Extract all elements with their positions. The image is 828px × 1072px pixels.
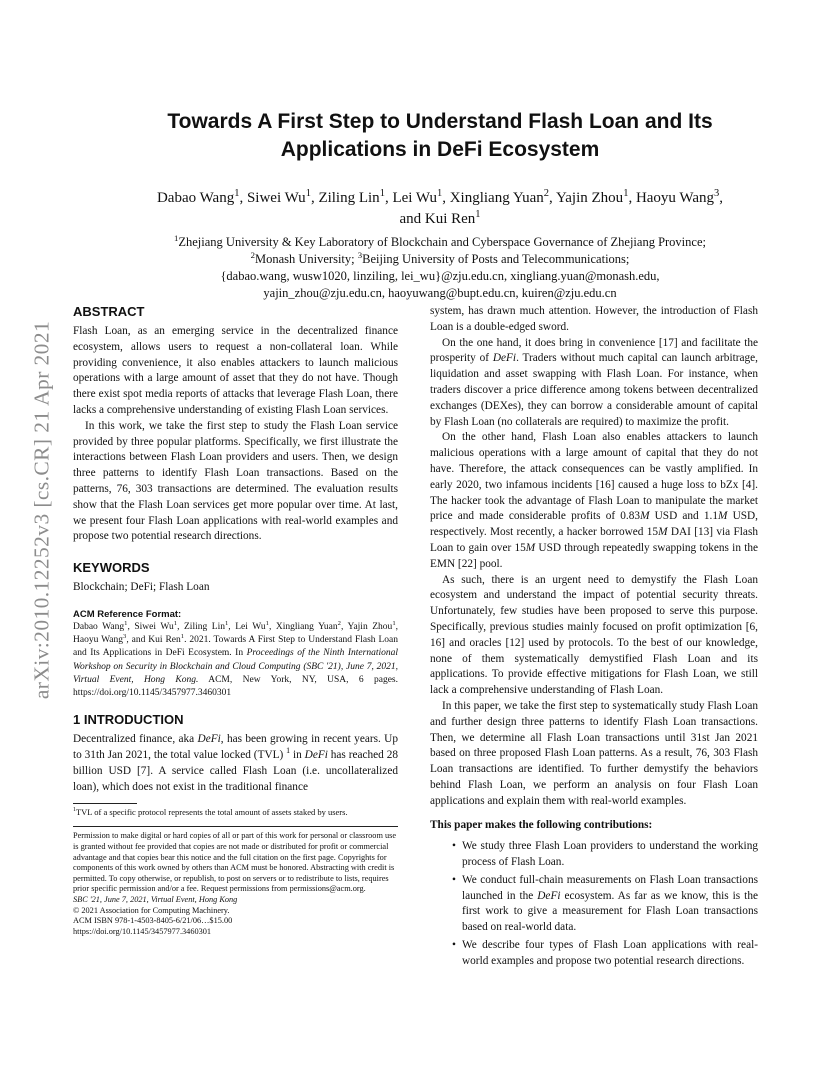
abstract-heading: ABSTRACT: [73, 304, 145, 319]
defi-emphasis: DeFi: [537, 889, 561, 902]
unit-emphasis: M: [718, 510, 728, 523]
text-run: USD and 1.1: [649, 510, 718, 523]
permission-divider: [73, 826, 398, 827]
text-run: has reached 28 billion USD [7]. A service called Flash Loan (i.e. uncollateralized loan), which does not exist in the traditional finance: [73, 748, 398, 793]
author: Ziling Lin: [318, 190, 380, 206]
author: Haoyu Wang: [635, 190, 715, 206]
defi-emphasis: DeFi: [304, 748, 328, 761]
paper-title: [90, 108, 790, 164]
text-run: On the other hand, Flash Loan also enables attackers to launch malicious operations with a large amount of capital that they do not have. Therefore, the attack consequences can be vastly amplified. In early 2020, two infamous incidents [16] caused a huge loss to bZx [4]. The hacker took the advantage of Flash Loan to manipulate the market price and made considerable profits of 0.83: [430, 431, 758, 523]
author: Lei Wu: [392, 190, 437, 206]
reference-proceedings: Proceedings of the Ninth International Workshop on Security in Blockchain and Cloud Computing (SBC '21), June 7, 2021, Virtual Event, Hong Kong.: [73, 648, 398, 685]
body-paragraph: As such, there is an urgent need to demystify the Flash Loan ecosystem and understand the impact of potential security threats. Unfortunately, few studies have been proposed to serve this purpose. Specifically, previous studies mainly focused on profit optimization [6, 16] and oracles [12] used by protocols. To the best of our knowledge, none of them systematically demystified Flash Loan and its applications. To provide effective mitigations for Flash Loan, we still lack a comprehensive understanding of Flash Loan.: [430, 573, 758, 697]
text-run: On the one hand, it does bring in convenience [17] and facilitate the prosperity of: [430, 336, 758, 365]
copyright-notice: © 2021 Association for Computing Machinery.: [73, 905, 230, 915]
author-affiliation-marker: 2: [543, 188, 549, 199]
list-item-text: ecosystem. As far as we know, this is the first work to give a measurement for Flash Loan transactions based on real-world data.: [462, 889, 758, 934]
bullet-icon: •: [452, 840, 456, 853]
list-item: [452, 873, 758, 936]
author: Yajin Zhou: [555, 190, 624, 206]
doi-link[interactable]: https://doi.org/10.1145/3457977.3460301: [73, 926, 212, 936]
author: and Kui Ren: [399, 211, 476, 227]
title-line-1: Towards A First Step to Understand Flash Loan and Its: [167, 110, 713, 133]
reference-affiliation-marker: 2: [337, 619, 341, 627]
reference-affiliation-marker: 1: [173, 619, 178, 627]
isbn: ACM ISBN 978-1-4503-8405-6/21/06…$15.00: [73, 916, 233, 926]
permission-block: [73, 831, 398, 937]
affiliation-text: Beijing University of Posts and Telecommunications;: [362, 252, 630, 266]
abstract-paragraph-1: Flash Loan, as an emerging service in the decentralized finance ecosystem, allows users to request a non-collateral loan. While providing convenience, it also enables attackers to launch malicious operations with a large amount of asset that they do not have. Though there exist spot media reports of attacks that leverage Flash Loan, there lacks a comprehensive understanding of existing Flash Loan services.: [73, 325, 398, 416]
affiliations: [90, 234, 790, 302]
text-run: Decentralized finance, aka: [73, 733, 198, 746]
reference-author: , and Kui Ren: [126, 635, 181, 646]
conference-venue: SBC '21, June 7, 2021, Virtual Event, Hong Kong: [73, 894, 238, 904]
footnote-number: 1: [73, 807, 76, 814]
body-paragraph: system, has drawn much attention. However, the introduction of Flash Loan is a double-edged sword.: [430, 305, 758, 333]
reference-author: , Haoyu Wang: [73, 621, 399, 646]
author: Siwei Wu: [246, 190, 306, 206]
text-run: DAI [13] via Flash Loan to gain over 15: [430, 526, 758, 554]
contributions-heading: This paper makes the following contributions:: [430, 818, 653, 831]
title-block: [90, 108, 790, 302]
author: Dabao Wang: [156, 190, 235, 206]
reference-tail: ACM, New York, NY, USA, 6 pages. https://doi.org/10.1145/3457977.3460301: [73, 674, 398, 698]
body-paragraph: In this paper, we take the first step to systematically study Flash Loan and further design three patterns to identify Flash Loan transactions. Then, we determine all Flash Loan transactions until 31st Jan 2021 based on three proposed Flash Loan patterns. As a result, 76, 303 Flash Loan transactions are identified. To further demystify the behaviors behind Flash Loan, we perform an analysis on four Flash Loan applications and explain them with real-world examples.: [430, 699, 758, 807]
author-list: Dabao Wang$^1$, Siwei Wu$^1$, Ziling Lin$^1$, Lei Wu$^1$, Xingliang Yuan$^2$, Yajin Zhou$^1$, Haoyu Wang$^3$, and Kui Ren$^1$: [156, 188, 724, 227]
reference-author: , Xingliang Yuan: [268, 621, 338, 632]
email-line-2: yajin_zhou@zju.edu.cn, haoyuwang@bupt.edu.cn, kuiren@zju.edu.cn: [263, 286, 617, 300]
introduction-heading: 1 INTRODUCTION: [73, 712, 184, 728]
permission-text: Permission to make digital or hard copies of all or part of this work for personal or classroom use is granted without fee provided that copies are not made or distributed for profit or commercial advantage and that copies bear this notice and the full citation on the first page. Copyrights for components of this work owned by others than ACM must be honored. Abstracting with credit is permitted. To copy otherwise, or republish, to post on servers or to redistribute to lists, requires prior specific permission and/or a fee. Request permissions from permissions@acm.org.: [73, 831, 397, 894]
unit-emphasis: M: [658, 526, 668, 539]
keywords-text: Blockchain; DeFi; Flash Loan: [73, 581, 210, 594]
author-affiliation-marker: 1: [379, 188, 385, 199]
author-affiliation-marker: 1: [305, 188, 311, 199]
text-run: , has been growing in recent years. Up to 31th Jan 2021, the total value locked (TVL): [73, 733, 398, 761]
unit-emphasis: M: [525, 541, 536, 554]
author-affiliation-marker: 1: [436, 188, 443, 199]
email-line-1: {dabao.wang, wusw1020, linziling, lei_wu}@zju.edu.cn, xingliang.yuan@monash.edu,: [220, 269, 660, 283]
reference-author: Dabao Wang: [73, 621, 125, 632]
acm-reference-text: [73, 621, 398, 700]
affiliation-line-2: [90, 251, 790, 268]
arxiv-stamp-text: arXiv:2010.12252v3 [cs.CR] 21 Apr 2021: [29, 320, 54, 700]
unit-emphasis: M: [640, 510, 650, 523]
text-run: in: [290, 748, 305, 761]
reference-affiliation-marker: 3: [123, 633, 127, 640]
author-affiliation-marker: 1: [623, 188, 629, 199]
list-item: [452, 839, 758, 871]
title-line-2: Applications in DeFi Ecosystem: [280, 138, 600, 161]
reference-author: , Ziling Lin: [177, 621, 225, 632]
list-item-text: We describe four types of Flash Loan applications with real-world examples and propose two potential research directions.: [462, 939, 758, 967]
affiliation-marker: 2: [250, 249, 255, 260]
arxiv-stamp: [22, 300, 62, 720]
defi-emphasis: DeFi: [492, 352, 517, 365]
list-item-text: We conduct full-chain measurements on Flash Loan transactions launched in the: [462, 873, 758, 902]
reference-affiliation-marker: 1: [392, 619, 396, 627]
text-run: USD through repeatedly swapping tokens in the EMN [22] pool.: [430, 541, 758, 570]
affiliation-text: Zhejiang University & Key Laboratory of Blockchain and Cyberspace Governance of Zhejiang Province;: [178, 235, 706, 249]
reference-author: , Yajin Zhou: [340, 621, 393, 632]
body-paragraph: [430, 336, 758, 431]
footnote-marker: 1: [286, 746, 291, 756]
bullet-icon: •: [452, 873, 456, 886]
acm-reference: [73, 608, 398, 700]
reference-author: , Lei Wu: [228, 621, 266, 632]
keywords-heading: KEYWORDS: [73, 560, 150, 576]
reference-affiliation-marker: 1: [224, 619, 229, 627]
author-affiliation-marker: 1: [475, 209, 481, 220]
body-paragraph: [430, 430, 758, 572]
footnote: [73, 807, 398, 818]
author-affiliation-marker: 1: [234, 188, 240, 199]
bullet-icon: •: [452, 939, 456, 952]
affiliation-marker: 1: [174, 232, 179, 243]
abstract-paragraph-2: In this work, we take the first step to study the Flash Loan service provided by three popular platforms. Specifically, we first illustrate the interactions between Flash Loan providers and users. Then, we design three patterns to identify Flash Loan transactions. Based on the patterns, 76, 303 transactions are determined. The evaluation results show that the Flash Loan services get more popular over time. At last, we present four Flash Loan applications with real-world examples and propose two potential research directions.: [73, 419, 398, 543]
text-run: . Traders without much capital can launch arbitrage, liquidation and asset swapping with Flash Loan. For instance, when traders discover a price difference among tokens between decentralized exchanges (DEXes), they can borrow a considerable amount of capital by Flash Loan (no collaterals are required) to maximize the profit.: [430, 352, 758, 428]
reference-affiliation-marker: 1: [180, 633, 185, 640]
left-column: [73, 304, 398, 937]
contributions-list: [430, 839, 758, 969]
footnote-text: TVL of a specific protocol represents the total amount of assets staked by users.: [75, 807, 348, 818]
author-affiliation-marker: 3: [714, 188, 720, 199]
introduction-paragraph-1: [73, 732, 398, 795]
right-column: [430, 304, 758, 972]
reference-affiliation-marker: 1: [265, 619, 269, 627]
affiliation-text: Monash University;: [254, 252, 358, 266]
reference-affiliation-marker: 1: [124, 619, 128, 627]
footnote-divider: [73, 803, 137, 804]
affiliation-marker: 3: [357, 249, 363, 260]
reference-author: , Siwei Wu: [127, 621, 174, 632]
list-item: [452, 938, 758, 970]
reference-title: . 2021. Towards A First Step to Understand Flash Loan and Its Applications in DeFi Ecosystem. In: [73, 635, 398, 659]
defi-emphasis: DeFi: [197, 733, 221, 746]
text-run: USD, respectively. Most recently, a hacker borrowed 15: [430, 510, 759, 539]
author: Xingliang Yuan: [449, 190, 544, 206]
acm-reference-heading: ACM Reference Format:: [73, 608, 182, 620]
affiliation-line-1: [90, 234, 790, 251]
list-item-text: We study three Flash Loan providers to understand the working process of Flash Loan.: [462, 840, 758, 869]
